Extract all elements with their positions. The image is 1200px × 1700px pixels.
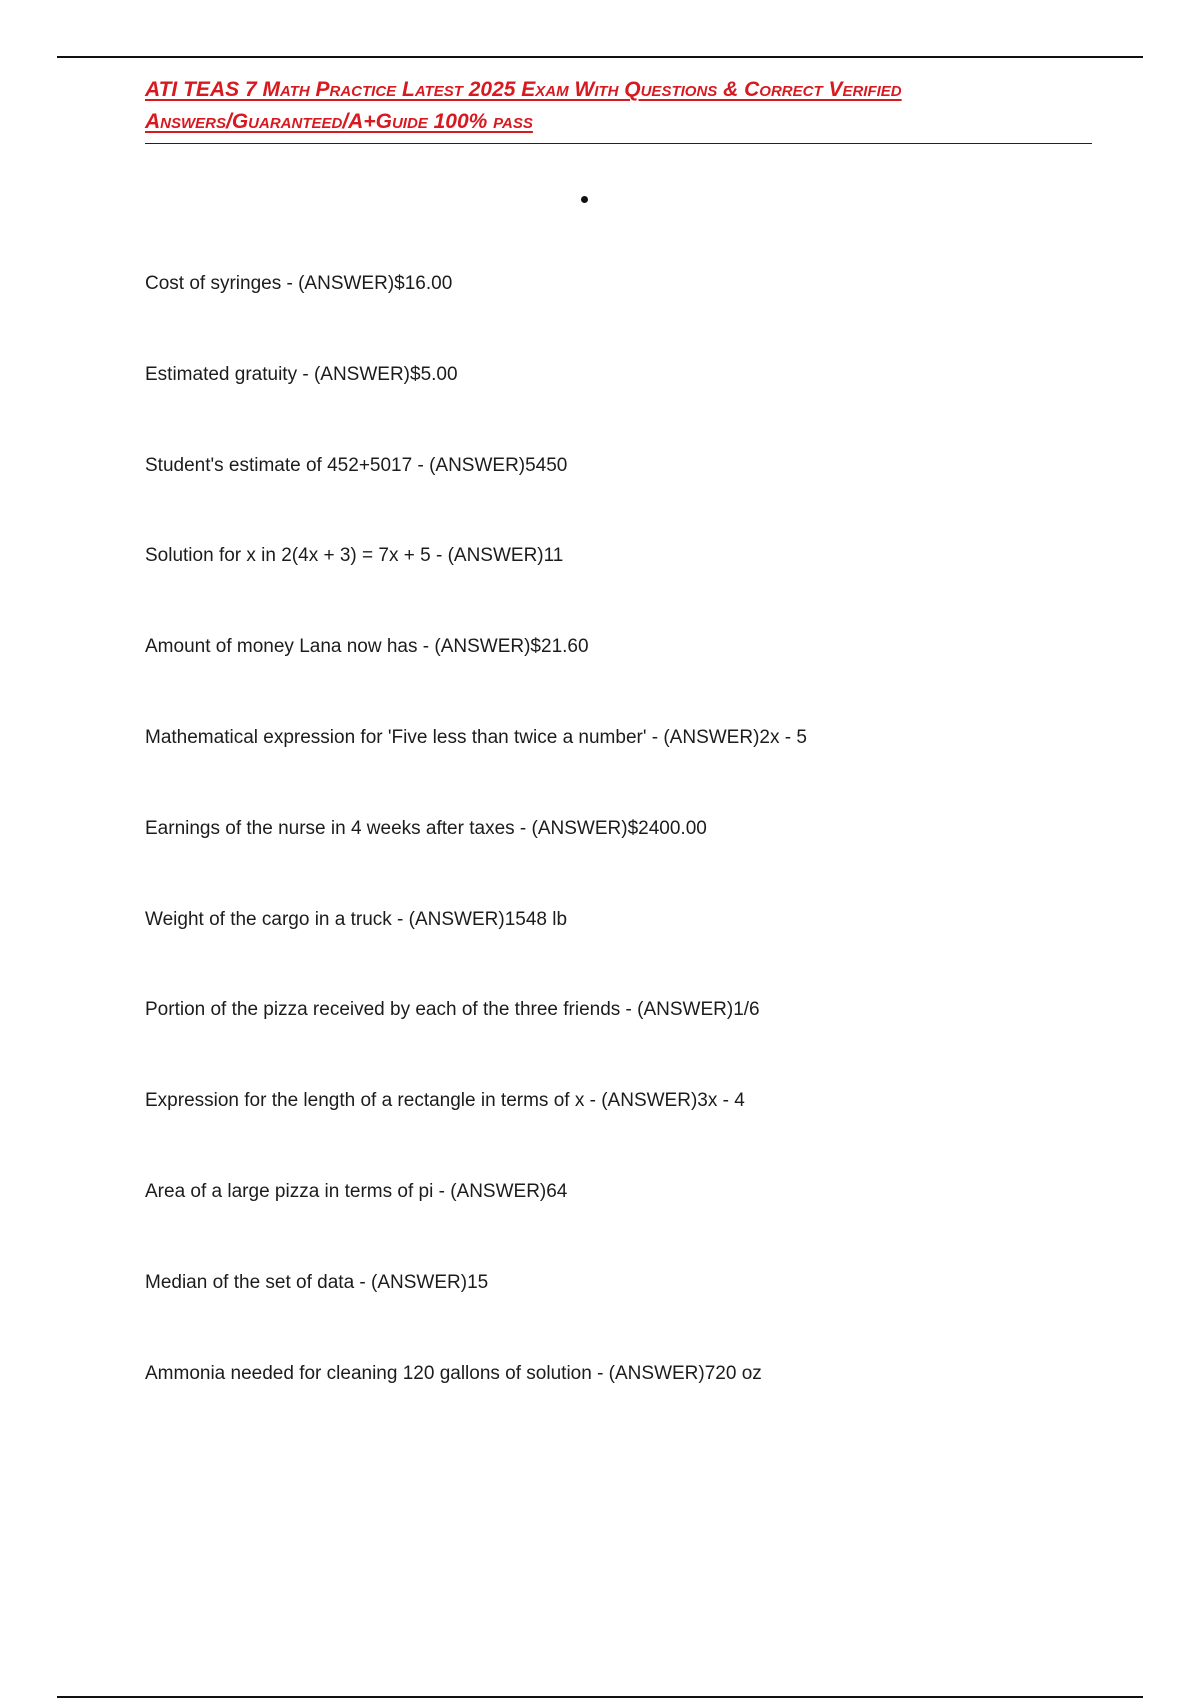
qa-item: Student's estimate of 452+5017 - (ANSWER)5450 xyxy=(145,454,568,476)
qa-item: Earnings of the nurse in 4 weeks after taxes - (ANSWER)$2400.00 xyxy=(145,817,707,839)
qa-item: Estimated gratuity - (ANSWER)$5.00 xyxy=(145,363,458,385)
qa-item: Mathematical expression for 'Five less than twice a number' - (ANSWER)2x - 5 xyxy=(145,726,807,748)
page-top-rule xyxy=(57,56,1143,58)
document-title-line-1: ATI TEAS 7 Math Practice Latest 2025 Exam With Questions & Correct Verified xyxy=(145,78,902,101)
qa-list xyxy=(145,270,807,1450)
qa-item: Amount of money Lana now has - (ANSWER)$21.60 xyxy=(145,636,589,658)
page-bottom-rule xyxy=(57,1696,1143,1698)
qa-item: Solution for x in 2(4x + 3) = 7x + 5 - (ANSWER)11 xyxy=(145,545,564,567)
qa-item: Expression for the length of a rectangle in terms of x - (ANSWER)3x - 4 xyxy=(145,1090,745,1112)
qa-item: Weight of the cargo in a truck - (ANSWER)1548 lb xyxy=(145,908,568,930)
bullet-icon xyxy=(581,196,588,203)
header-divider xyxy=(145,143,1092,144)
qa-item: Area of a large pizza in terms of pi - (ANSWER)64 xyxy=(145,1180,568,1202)
qa-item: Portion of the pizza received by each of the three friends - (ANSWER)1/6 xyxy=(145,999,760,1021)
qa-item: Median of the set of data - (ANSWER)15 xyxy=(145,1271,489,1293)
qa-item: Cost of syringes - (ANSWER)$16.00 xyxy=(145,273,453,294)
document-header xyxy=(145,74,1092,144)
qa-item: Ammonia needed for cleaning 120 gallons of solution - (ANSWER)720 oz xyxy=(145,1362,762,1384)
document-title-line-2: Answers/Guaranteed/A+Guide 100% pass xyxy=(145,110,533,133)
